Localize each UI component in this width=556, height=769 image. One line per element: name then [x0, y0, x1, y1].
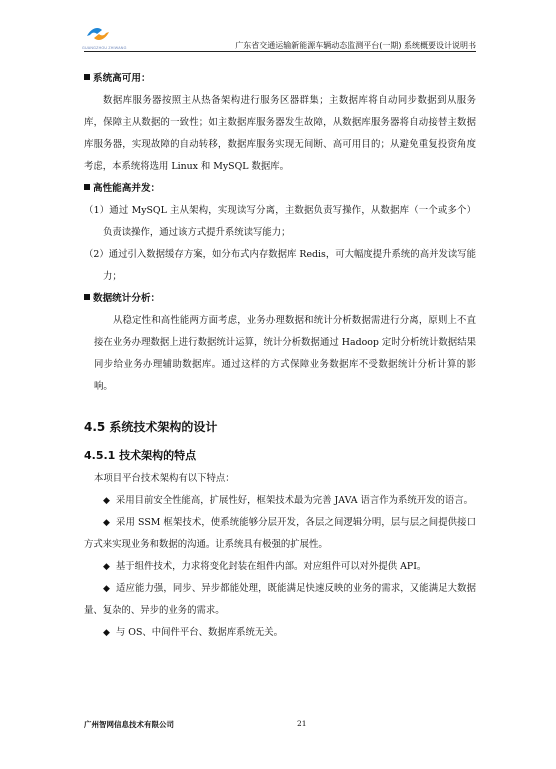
square-bullet-icon [84, 184, 90, 190]
paragraph-intro: 本项目平台技术架构有以下特点： [94, 473, 235, 484]
list-item: ◆ 适应能力强，同步、异步都能处理，既能满足快速反映的业务的需求，又能满足大数据量、复杂的、异步的业务的需求。 [84, 583, 476, 616]
header-divider [84, 51, 476, 52]
logo-caption: GUANGZHOU ZHIWANG [82, 46, 127, 50]
list-item: ◆ 与 OS、中间件平台、数据库系统无关。 [103, 627, 284, 638]
list-item: （2）通过引入数据缓存方案，如分布式内存数据库 Redis，可大幅度提升系统的高并发读写能力； [84, 249, 476, 282]
diamond-bullet-icon: ◆ [103, 518, 111, 528]
paragraph-high-availability: 数据库服务器按照主从热备架构进行服务区器群集；主数据库将自动同步数据到从服务库，保障主从数据的一致性；如主数据库服务器发生故障，从数据库服务器将自动接替主数据库服务器，实现故障的自动转移，数据库服务实现无间断、高可用目的；从避免重复投资角度考虑，本系统将选用 Linux 和 MySQL 数据库。 [84, 95, 476, 172]
diamond-bullet-icon: ◆ [103, 562, 110, 572]
section-heading-statistics: 数据统计分析： [84, 288, 476, 310]
diamond-bullet-icon: ◆ [103, 496, 110, 506]
list-item: （1）通过 MySQL 主从架构，实现读写分离，主数据负责写操作，从数据库（一个或多个）负责读操作，通过该方式提升系统读写能力； [84, 205, 476, 238]
paragraph-statistics: 从稳定性和高性能两方面考虑，业务办理数据和统计分析数据需进行分离，原则上不直接在业务办理数据上进行数据统计运算，统计分析数据通过 Hadoop 定时分析统计数据结果同步给业务办理辅助数据库。通过这样的方式保障业务数据库不受数据统计分析计算的影响。 [94, 315, 476, 392]
section-title-4-5: 4.5 系统技术架构的设计 [84, 420, 218, 434]
page-body [84, 68, 476, 644]
page-number: 21 [297, 719, 307, 728]
square-bullet-icon [84, 294, 90, 300]
diamond-bullet-icon: ◆ [103, 628, 110, 638]
section-heading-high-availability: 系统高可用： [84, 68, 476, 90]
diamond-bullet-icon: ◆ [103, 584, 111, 594]
list-item: ◆ 采用目前安全性能高，扩展性好，框架技术最为完善 JAVA 语言作为系统开发的语言。 [103, 495, 473, 506]
square-bullet-icon [84, 74, 90, 80]
list-item: ◆ 基于组件技术，力求将变化封装在组件内部。对应组件可以对外提供 API。 [103, 561, 427, 572]
section-title-4-5-1: 4.5.1 技术架构的特点 [84, 449, 197, 462]
document-header-title: 广东省交通运输新能源车辆动态监测平台(一期) 系统概要设计说明书 [235, 41, 476, 50]
page-header [84, 22, 476, 54]
section-heading-concurrency: 高性能高并发： [84, 178, 476, 200]
footer-company: 广州智网信息技术有限公司 [84, 720, 174, 729]
list-item: ◆ 采用 SSM 框架技术，使系统能够分层开发，各层之间逻辑分明，层与层之间提供接口方式来实现业务和数据的沟通。让系统具有极强的扩展性。 [84, 517, 477, 550]
